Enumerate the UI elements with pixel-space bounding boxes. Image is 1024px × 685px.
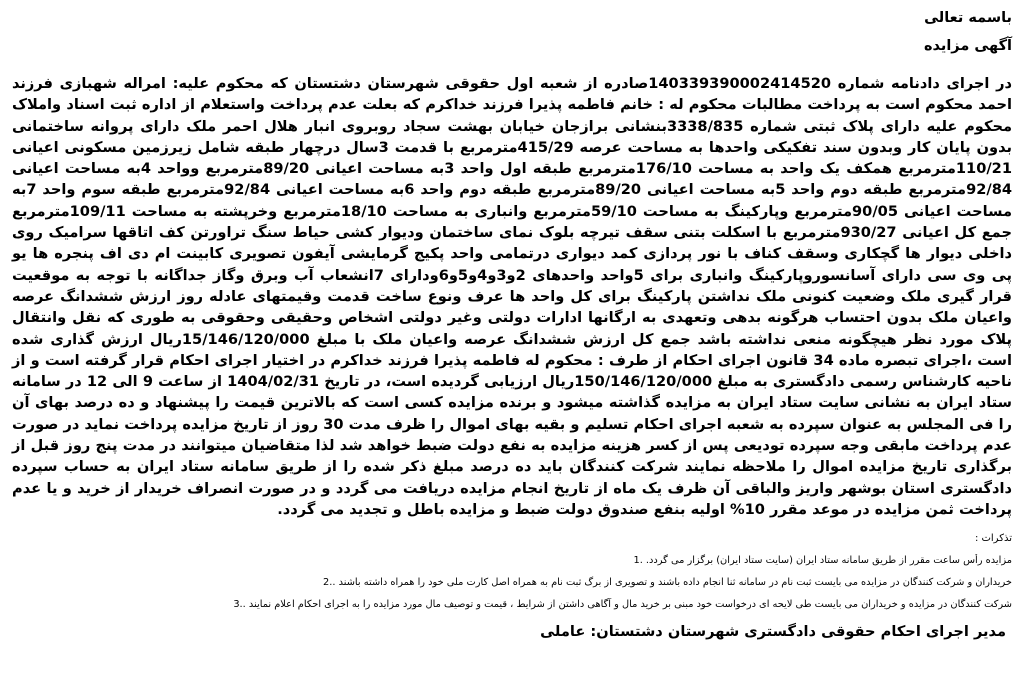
note-item-3: شرکت کنندگان در مزایده و خریداران می بایست طی لایحه ای درخواست خود مبنی بر خرید مال و آگاهی داشتن از شرایط ، قیمت و توصیف مال مورد مزایده را به اجرای احکام اعلام نمایند ..3 (233, 599, 1012, 611)
signature-line: مدیر اجرای احکام حقوقی دادگستری شهرستان دشتستان: عاملی (540, 623, 1006, 641)
note-item-2: خریداران و شرکت کنندگان در مزایده می بایست ثبت نام در سامانه ثنا انجام داده باشند و تصویری از برگ ثبت نام به همراه اصل کارت ملی خود را همراه داشته باشند ..2 (323, 577, 1012, 589)
notes-heading: تذکرات : (974, 533, 1012, 545)
document-title: آگهی مزایده (923, 38, 1012, 54)
note-item-1: مزایده رأس ساعت مقرر از طریق سامانه ستاد ایران (سایت ستاد ایران) برگزار می گردد. .1 (633, 555, 1012, 567)
document-invocation-title: باسمه تعالی (924, 10, 1012, 26)
notice-body-paragraph: در اجرای دادنامه شماره 140339390002414520صادره از شعبه اول حقوقی شهرستان دشتستان که محکوم علیه: امراله شهبازی فرزند احمد محکوم است به پرداخت مطالبات محکوم له : خانم فاطمه پذیرا فرزند خداکرم که بعلت عدم پرداخت واستعلام از اداره ثبت اسناد واملاک محکوم علیه دارای پلاک ثبتی شماره 3338/835بنشانی برازجان خیابان بهشت سجاد روبروی انبار هلال احمر ملک دارای پروانه ساختمانی بدون پایان کار وبدون سند تفکیکی واحدها به مساحت عرصه 415/29مترمربع با قدمت 3سال درچهار طبقه شامل زیرزمین مسکونی اعیانی 110/21مترمربع همکف یک واحد به مساحت 176/10مترمربع طبقه اول واحد 3به مساحت اعیانی 89/20مترمربع وواحد 4به مساحت اعیانی 92/84مترمربع طبقه دوم واحد 5به مساحت اعیانی 89/20مترمربع طبقه دوم واحد 6به مساحت اعیانی 92/84مترمربع طبقه سوم واحد 7به مساحت اعیانی 90/05مترمربع وپارکینگ به مساحت 59/10مترمربع وانباری به مساحت 18/10مترمربع وخرپشته به مساحت 109/11مترمربع جمع کل اعیانی 930/27مترمربع با اسکلت بتنی سقف تیرچه بلوک نمای ساختمان ودیوار کشی حیاط سنگ تراورتن کف اتاقها سرامیک روی داخلی دیوار ها گچکاری وسقف کناف با نور پردازی کمد دیواری درتمامی واحد پکیج گرمایشی آیفون تصویری کابینت ام دی اف پنجره ها یو پی وی سی دارای آسانسوروپارکینگ وانباری برای 5واحد واحدهای 2و3و4و5و6ودارای 7انشعاب آب وبرق وگاز جداگانه با توجه به موقعیت قرار گیری ملک وضعیت کنونی ملک نداشتن پارکینگ برای کل واحد ها عرف ونوع ساخت قدمت وقیمتهای عادله روز ارزش ششدانگ عرصه واعیان ملک بدون احتساب هرگونه بدهی وتعهدی به ارگانها ادارات دولتی وغیر دولتی اشخاص وحقیقی وحقوقی به طوری که نقل وانتقال پلاک مورد نظر هیچگونه منعی نداشته باشد جمع کل ارزش ششدانگ عرصه واعیان ملک با مبلغ 15/146/120/000ریال ارزش گذاری شده است ،اجرای تبصره ماده 34 قانون اجرای احکام از طرف : محکوم له فاطمه پذیرا فرزند خداکرم در اختیار اجرای احکام قرار گرفته است و از ناحیه کارشناس رسمی دادگستری به مبلغ 150/146/120/000ریال ارزیابی گردیده است، در تاریخ 1404/02/31 از ساعت 9 الی 12 در سامانه ستاد ایران به نشانی سایت ستاد ایران به مزایده گذاشته میشود و برنده مزایده کسی است که بالاترین قیمت را پیشنهاد و ده درصد بهای آن را فی المجلس به عنوان سپرده به شعبه اجرای احکام تسلیم و بقیه بهای اموال را ظرف مدت 30 روز از تاریخ مزایده پرداخت نماید در صورت عدم پرداخت مابقی وجه سپرده تودیعی پس از کسر هزینه مزایده به نفع دولت ضبط خواهد شد لذا متقاضیان میتوانند در مدت پنج روز قبل از برگذاری تاریخ مزایده اموال را ملاحظه نمایند شرکت کنندگان باید ده درصد مبلغ ذکر شده را از طریق سامانه ستاد ایران به حساب سپرده دادگستری استان بوشهر واریز والباقی آن ظرف یک ماه از تاریخ انجام مزایده دریافت می گردد و در صورت انصراف خریدار از خرید و یا عدم پرداخت ثمن مزایده در موعد مقرر 10% اولیه بنفع صندوق دولت ضبط و مزایده باطل و تجدید می گردد. (12, 75, 1013, 518)
notes-section (12, 532, 1012, 612)
